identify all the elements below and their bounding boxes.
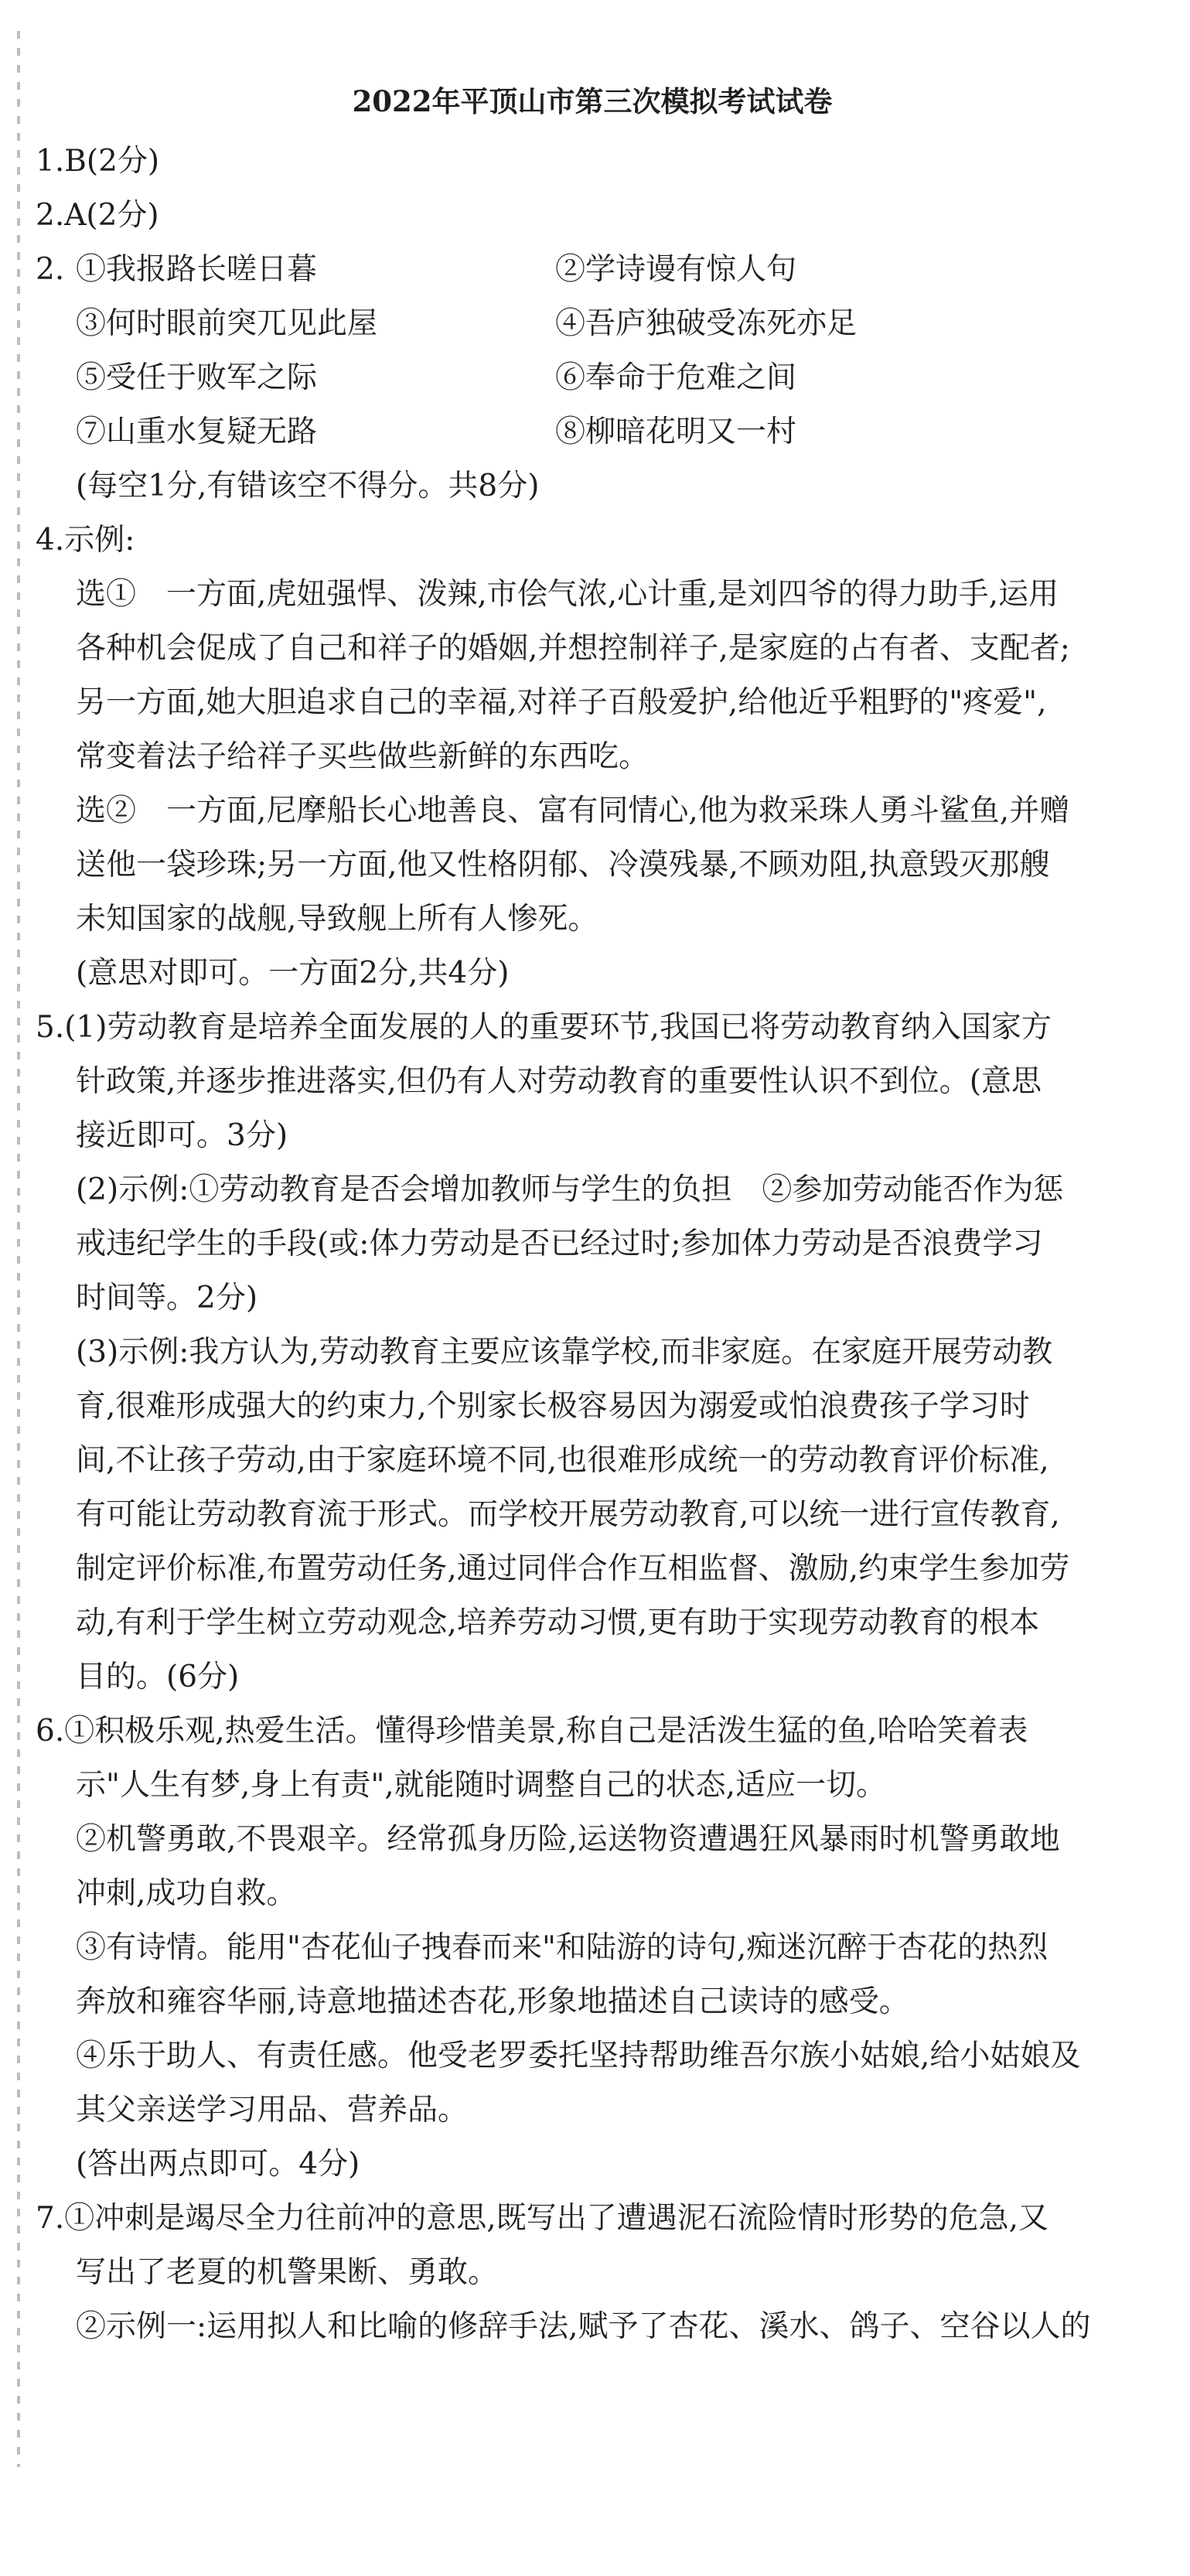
answer-5-line: 接近即可。3分)	[76, 1118, 288, 1153]
answer-5-text: (1)劳动教育是培养全面发展的人的重要环节,我国已将劳动教育纳入国家方	[64, 1010, 1052, 1045]
answer-5-line: 有可能让劳动教育流于形式。而学校开展劳动教育,可以统一进行宣传教育,	[76, 1497, 1060, 1532]
answer-3-note: (每空1分,有错该空不得分。共8分)	[76, 469, 540, 503]
answer-7-text: ①冲刺是竭尽全力往前冲的意思,既写出了遭遇泥石流险情时形势的危急,又	[64, 2201, 1049, 2236]
answer-5-line: 戒违纪学生的手段(或:体力劳动是否已经过时;参加体力劳动是否浪费学习	[76, 1227, 1043, 1261]
answer-3-item: ③何时眼前突兀见此屋	[76, 306, 378, 341]
answer-4-number: 4.	[36, 523, 65, 558]
answer-6-line: ③有诗情。能用"杏花仙子拽春而来"和陆游的诗句,痴迷沉醉于杏花的热烈	[76, 1930, 1048, 1965]
answer-3-row-3	[36, 351, 1149, 405]
answer-3-item: ⑧柳暗花明又一村	[555, 415, 797, 449]
answer-3-item: ⑤受任于败军之际	[76, 360, 318, 395]
answer-3-item: ⑦山重水复疑无路	[76, 415, 318, 449]
answer-5-line: 间,不让孩子劳动,由于家庭环境不同,也很难形成统一的劳动教育评价标准,	[76, 1443, 1049, 1478]
answer-7-first	[36, 2192, 1149, 2246]
answer-5-line: 针政策,并逐步推进落实,但仍有人对劳动教育的重要性认识不到位。(意思	[76, 1064, 1042, 1099]
answer-3-number: 2.	[36, 252, 65, 287]
answer-6-first	[36, 1704, 1149, 1759]
answer-5-line: (2)示例:①劳动教育是否会增加教师与学生的负担 ②参加劳动能否作为惩	[76, 1172, 1064, 1207]
answer-6-number: 6.	[36, 1714, 65, 1749]
answer-4-head	[36, 513, 1149, 568]
answer-4-line: 另一方面,她大胆追求自己的幸福,对祥子百般爱护,给他近乎粗野的"疼爱",	[76, 685, 1047, 720]
answer-4-label: 示例:	[64, 523, 135, 558]
answer-4-line: 常变着法子给祥子买些做些新鲜的东西吃。	[76, 739, 650, 774]
answer-4-line: (意思对即可。一方面2分,共4分)	[76, 956, 510, 991]
answer-3-item: ④吾庐独破受冻死亦足	[555, 306, 858, 341]
answer-4-line: 送他一袋珍珠;另一方面,他又性格阴郁、冷漠残暴,不顾劝阻,执意毁灭那艘	[76, 848, 1050, 882]
answer-3-item: ①我报路长嗟日暮	[76, 252, 318, 287]
answer-3-row-4	[36, 405, 1149, 459]
answer-3-item: ⑥奉命于危难之间	[555, 360, 797, 395]
answer-5-line: (3)示例:我方认为,劳动教育主要应该靠学校,而非家庭。在家庭开展劳动教	[76, 1335, 1053, 1370]
answer-5-line: 制定评价标准,布置劳动任务,通过同伴合作互相监督、激励,约束学生参加劳	[76, 1551, 1070, 1586]
answer-4-line: 未知国家的战舰,导致舰上所有人惨死。	[76, 902, 598, 937]
answer-1: 1.B(2分)	[36, 144, 160, 179]
answer-6-line: 其父亲送学习用品、营养品。	[76, 2093, 469, 2127]
page-title: 2022年平顶山市第三次模拟考试试卷	[352, 84, 833, 118]
answer-6-line: 奔放和雍容华丽,诗意地描述杏花,形象地描述自己读诗的感受。	[76, 1984, 909, 2019]
answer-5-first	[36, 1001, 1149, 1055]
answer-2: 2.A(2分)	[36, 198, 159, 233]
answer-3-row-1	[36, 243, 1149, 297]
answer-6-line: ②机警勇敢,不畏艰辛。经常孤身历险,运送物资遭遇狂风暴雨时机警勇敢地	[76, 1822, 1060, 1857]
answer-7-number: 7.	[36, 2201, 65, 2236]
answer-3-row-2	[36, 297, 1149, 351]
answer-5-line: 时间等。2分)	[76, 1281, 258, 1315]
answer-5-line: 育,很难形成强大的约束力,个别家长极容易因为溺爱或怕浪费孩子学习时	[76, 1389, 1030, 1424]
answer-6-line: 示"人生有梦,身上有责",就能随时调整自己的状态,适应一切。	[76, 1768, 887, 1803]
answer-7-line: ②示例一:运用拟人和比喻的修辞手法,赋予了杏花、溪水、鸽子、空谷以人的	[76, 2309, 1091, 2344]
answer-content	[36, 74, 1149, 2354]
answer-5-line: 目的。(6分)	[76, 1660, 240, 1694]
answer-5-line: 动,有利于学生树立劳动观念,培养劳动习惯,更有助于实现劳动教育的根本	[76, 1605, 1040, 1640]
answer-4-line: 选① 一方面,虎妞强悍、泼辣,市侩气浓,心计重,是刘四爷的得力助手,运用	[76, 577, 1059, 612]
answer-6-line: 冲刺,成功自救。	[76, 1876, 297, 1911]
answer-6-text: ①积极乐观,热爱生活。懂得珍惜美景,称自己是活泼生猛的鱼,哈哈笑着表	[64, 1714, 1028, 1749]
answer-6-line: ④乐于助人、有责任感。他受老罗委托坚持帮助维吾尔族小姑娘,给小姑娘及	[76, 2039, 1081, 2073]
answer-3-item: ②学诗谩有惊人句	[555, 252, 797, 287]
dashed-margin-line	[17, 31, 20, 2467]
answer-5-number: 5.	[36, 1010, 65, 1045]
answer-4-line: 各种机会促成了自己和祥子的婚姻,并想控制祥子,是家庭的占有者、支配者;	[76, 631, 1070, 666]
answer-6-line: (答出两点即可。4分)	[76, 2147, 360, 2182]
answer-7-line: 写出了老夏的机警果断、勇敢。	[76, 2255, 499, 2290]
answer-4-line: 选② 一方面,尼摩船长心地善良、富有同情心,他为救采珠人勇斗鲨鱼,并赠	[76, 793, 1070, 828]
